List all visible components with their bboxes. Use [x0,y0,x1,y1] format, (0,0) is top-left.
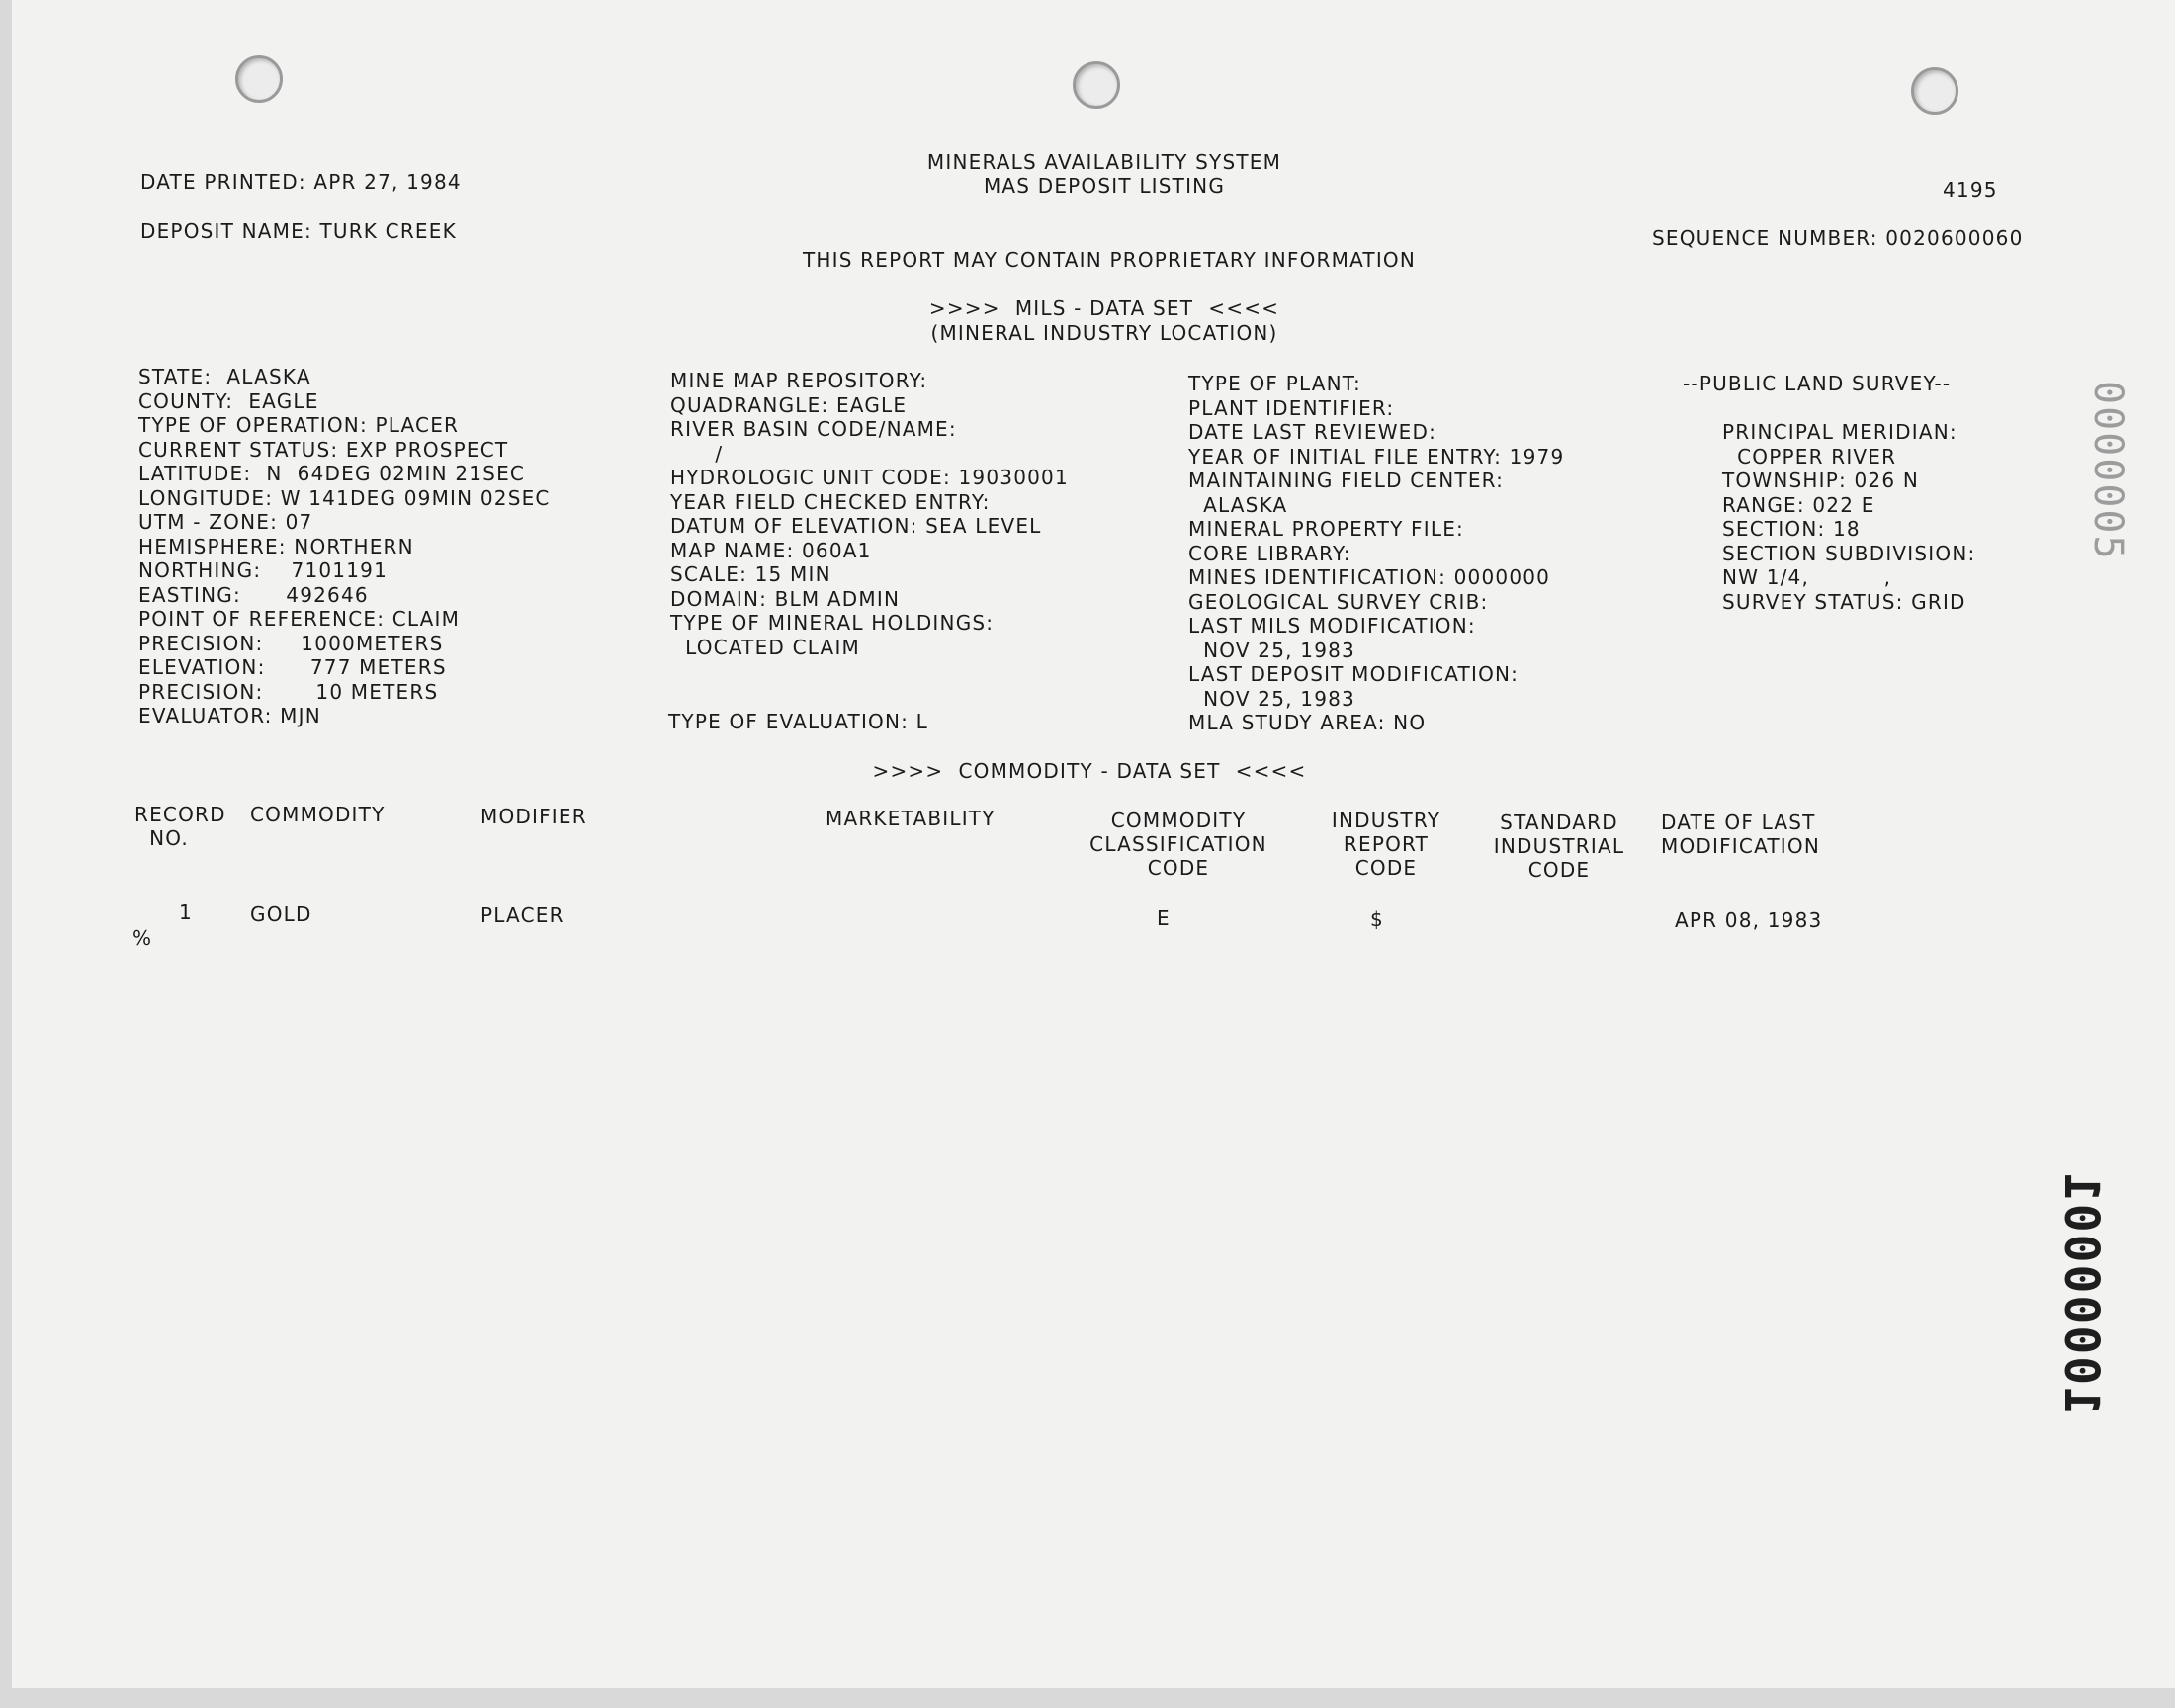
survey-field-line: PRINCIPAL MERIDIAN: [1722,420,1958,444]
row-modifier: PLACER [480,903,565,927]
admin-field-line: ALASKA [1188,492,1288,517]
location-field-line: EVALUATOR: MJN [138,704,321,727]
map-field-line: SCALE: 15 MIN [670,562,831,586]
location-field-line: HEMISPHERE: NORTHERN [138,534,414,558]
row-record: 1 [179,900,193,924]
row-industry: $ [1370,907,1384,931]
location-field-line: NORTHING: 7101191 [138,558,388,582]
survey-field-line: COPPER RIVER [1722,444,1897,469]
report-page [12,0,2175,1688]
public-land-survey-title: --PUBLIC LAND SURVEY-- [1683,372,1952,395]
proprietary-notice: THIS REPORT MAY CONTAIN PROPRIETARY INFORMATION [802,248,1417,272]
survey-field-line: NW 1/4, , [1722,565,1892,589]
map-field-line: / [670,441,724,466]
page-stamp-lower: 10000001 [2053,1170,2109,1415]
admin-field-line: PLANT IDENTIFIER: [1188,395,1395,420]
date-printed: DATE PRINTED: APR 27, 1984 [140,170,462,194]
location-field-line: TYPE OF OPERATION: PLACER [138,413,460,437]
admin-field-line: NOV 25, 1983 [1188,686,1355,711]
admin-field-line: CORE LIBRARY: [1188,541,1351,565]
location-field-line: PRECISION: 1000METERS [138,631,444,655]
page-number: 4195 [1943,178,1998,202]
commodity-section-title: >>>> COMMODITY - DATA SET <<<< [872,759,1307,783]
survey-field-line: SECTION SUBDIVISION: [1722,541,1976,565]
location-field-line: PRECISION: 10 METERS [138,679,439,704]
location-field-line: UTM - ZONE: 07 [138,510,313,534]
admin-field-line: NOV 25, 1983 [1188,638,1355,662]
binder-hole-right [1911,67,1958,115]
mils-map-column [670,369,1069,659]
admin-field-line: GEOLOGICAL SURVEY CRIB: [1188,589,1489,614]
mils-section-title: >>>> MILS - DATA SET <<<< [928,297,1280,320]
map-field-line: DOMAIN: BLM ADMIN [670,586,901,611]
location-field-line: LATITUDE: N 64DEG 02MIN 21SEC [138,462,526,485]
map-field-line: HYDROLOGIC UNIT CODE: 19030001 [670,466,1069,489]
header-marketability: MARKETABILITY [826,807,996,830]
survey-field-line: SECTION: 18 [1722,517,1861,541]
page-stamp-upper: 0000005 [2085,381,2131,561]
row-date: APR 08, 1983 [1675,908,1823,932]
map-field-line: QUADRANGLE: EAGLE [670,392,908,417]
listing-title: MAS DEPOSIT LISTING [983,174,1226,198]
map-field-line: YEAR FIELD CHECKED ENTRY: [670,489,991,514]
type-of-evaluation: TYPE OF EVALUATION: L [668,710,928,733]
header-modifier: MODIFIER [480,805,587,828]
map-field-line: MINE MAP REPOSITORY: [670,369,928,392]
mils-admin-column [1188,372,1564,735]
admin-field-line: TYPE OF PLANT: [1188,372,1361,395]
location-field-line: EASTING: 492646 [138,582,369,607]
row-classification: E [1157,906,1171,930]
survey-field-line: RANGE: 022 E [1722,492,1875,517]
header-commodity-classification: COMMODITY CLASSIFICATION CODE [1089,809,1267,880]
admin-field-line: YEAR OF INITIAL FILE ENTRY: 1979 [1188,444,1565,469]
mils-location-column [138,365,551,728]
map-field-line: RIVER BASIN CODE/NAME: [670,417,957,441]
footnote-symbol: % [132,926,153,950]
binder-hole-left [235,55,283,103]
map-field-line: LOCATED CLAIM [670,635,860,659]
admin-field-line: LAST MILS MODIFICATION: [1188,614,1476,638]
sequence-number: SEQUENCE NUMBER: 0020600060 [1652,226,2024,250]
row-commodity: GOLD [250,902,312,926]
map-field-line: MAP NAME: 060A1 [670,538,872,562]
binder-hole-center [1073,61,1120,109]
location-field-line: ELEVATION: 777 METERS [138,655,447,679]
survey-field-line: TOWNSHIP: 026 N [1722,469,1919,492]
header-industry-report: INDUSTRY REPORT CODE [1331,809,1441,880]
admin-field-line: MAINTAINING FIELD CENTER: [1188,469,1505,492]
location-field-line: POINT OF REFERENCE: CLAIM [138,607,461,631]
admin-field-line: DATE LAST REVIEWED: [1188,420,1437,444]
admin-field-line: MLA STUDY AREA: NO [1188,711,1427,734]
location-field-line: STATE: ALASKA [138,365,311,388]
location-field-line: LONGITUDE: W 141DEG 09MIN 02SEC [138,485,551,510]
header-date-last-modification: DATE OF LAST MODIFICATION [1661,811,1821,858]
map-field-line: DATUM OF ELEVATION: SEA LEVEL [670,514,1042,538]
map-field-line: TYPE OF MINERAL HOLDINGS: [670,611,995,635]
admin-field-line: MINES IDENTIFICATION: 0000000 [1188,565,1551,589]
deposit-name: DEPOSIT NAME: TURK CREEK [140,219,457,243]
system-title: MINERALS AVAILABILITY SYSTEM [926,150,1282,174]
location-field-line: COUNTY: EAGLE [138,388,319,413]
header-commodity: COMMODITY [250,803,386,826]
header-record-no: RECORD NO. [134,803,226,850]
admin-field-line: MINERAL PROPERTY FILE: [1188,517,1464,541]
survey-field-line: SURVEY STATUS: GRID [1722,589,1966,614]
location-field-line: CURRENT STATUS: EXP PROSPECT [138,437,509,462]
mils-section-subtitle: (MINERAL INDUSTRY LOCATION) [930,321,1278,345]
admin-field-line: LAST DEPOSIT MODIFICATION: [1188,662,1520,686]
public-land-survey-column [1722,420,1975,614]
header-standard-industrial: STANDARD INDUSTRIAL CODE [1493,811,1625,882]
